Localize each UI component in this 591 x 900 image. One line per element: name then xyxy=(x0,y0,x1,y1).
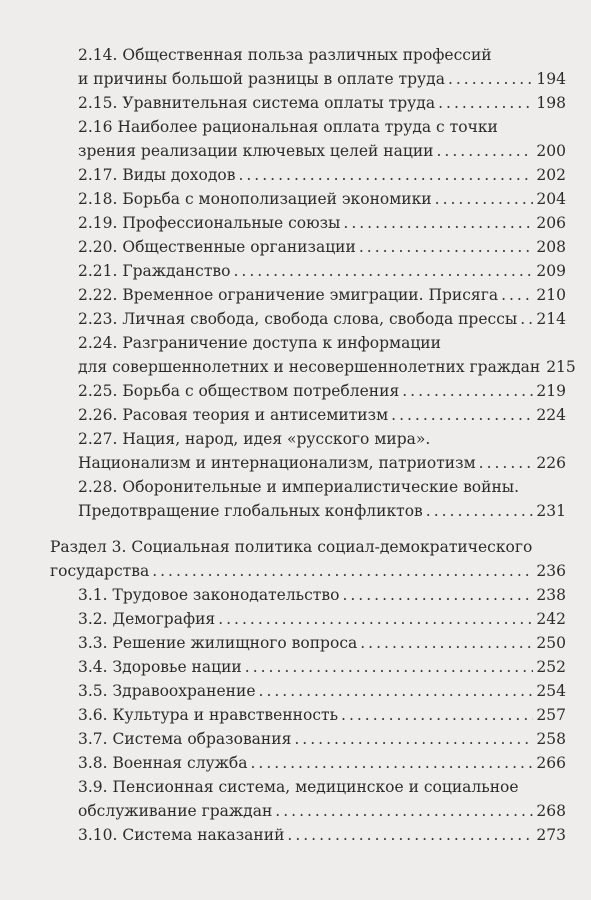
toc-line xyxy=(0,631,591,655)
entry-title: 2.26. Расовая теория и антисемитизм xyxy=(78,406,389,424)
toc-line xyxy=(0,259,591,283)
leader-dots xyxy=(238,163,533,187)
page-number: 258 xyxy=(536,730,566,748)
toc-line xyxy=(0,427,591,451)
leader-dots xyxy=(343,211,533,235)
entry-title: 2.27. Нация, народ, идея «русского мира». xyxy=(78,430,431,448)
toc-line xyxy=(0,475,591,499)
entry-title: 3.4. Здоровье нации xyxy=(78,658,242,676)
entry-title: 2.22. Временное ограничение эмиграции. Присяга xyxy=(78,286,499,304)
toc-line xyxy=(0,751,591,775)
toc-line xyxy=(0,283,591,307)
entry-title: обслуживание граждан xyxy=(78,802,273,820)
page-number: 242 xyxy=(536,610,566,628)
toc-line xyxy=(0,187,591,211)
page-number: 238 xyxy=(536,586,566,604)
toc-line xyxy=(0,655,591,679)
leader-dots xyxy=(436,139,533,163)
toc-line xyxy=(0,379,591,403)
page-number: 266 xyxy=(536,754,566,772)
entry-title: Национализм и интернационализм, патриотизм xyxy=(78,454,476,472)
leader-dots xyxy=(218,607,533,631)
page-number: 194 xyxy=(536,70,566,88)
toc-line xyxy=(0,559,591,583)
page-number: 254 xyxy=(536,682,566,700)
entry-title: 2.21. Гражданство xyxy=(78,262,231,280)
toc-line xyxy=(0,607,591,631)
toc-line xyxy=(0,823,591,847)
page-number: 268 xyxy=(536,802,566,820)
toc-line xyxy=(0,403,591,427)
toc-line xyxy=(0,163,591,187)
leader-dots xyxy=(438,91,533,115)
toc-line xyxy=(0,583,591,607)
page-number: 200 xyxy=(536,142,566,160)
page-number: 198 xyxy=(536,94,566,112)
page-number: 257 xyxy=(536,706,566,724)
leader-dots xyxy=(259,679,534,703)
toc-line xyxy=(0,799,591,823)
leader-dots xyxy=(287,823,533,847)
page-number: 231 xyxy=(536,502,566,520)
entry-title: 3.5. Здравоохранение xyxy=(78,682,256,700)
page-number: 208 xyxy=(536,238,566,256)
entry-title: 2.18. Борьба с монополизацией экономики xyxy=(78,190,432,208)
page-number: 202 xyxy=(536,166,566,184)
leader-dots xyxy=(520,307,533,331)
toc-line xyxy=(0,535,591,559)
entry-title: 2.17. Виды доходов xyxy=(78,166,236,184)
leader-dots xyxy=(245,655,534,679)
entry-title: 2.16 Наиболее рациональная оплата труда с точки xyxy=(78,118,498,136)
page-number: 204 xyxy=(536,190,566,208)
entry-title: 3.1. Трудовое законодательство xyxy=(78,586,340,604)
page-number: 252 xyxy=(536,658,566,676)
toc-line xyxy=(0,703,591,727)
toc-line xyxy=(0,451,591,475)
page-number: 236 xyxy=(536,562,566,580)
entry-title: 3.2. Демография xyxy=(78,610,216,628)
section-title: государства xyxy=(50,562,150,580)
entry-title: 3.9. Пенсионная система, медицинское и социальное xyxy=(78,778,519,796)
entry-title: 2.14. Общественная польза различных профессий xyxy=(78,46,492,64)
toc-line xyxy=(0,727,591,751)
entry-title: 2.28. Оборонительные и империалистические войны. xyxy=(78,478,520,496)
entry-title: 2.24. Разграничение доступа к информации xyxy=(78,334,441,352)
entry-title: 3.7. Система образования xyxy=(78,730,292,748)
entry-title: Предотвращение глобальных конфликтов xyxy=(78,502,423,520)
page-number: 224 xyxy=(536,406,566,424)
entry-title: зрения реализации ключевых целей нации xyxy=(78,142,434,160)
page-number: 273 xyxy=(536,826,566,844)
toc-line xyxy=(0,139,591,163)
leader-dots xyxy=(233,259,533,283)
entry-title: 3.10. Система наказаний xyxy=(78,826,285,844)
leader-dots xyxy=(448,67,533,91)
entry-title: 2.25. Борьба с обществом потребления xyxy=(78,382,400,400)
section-title: Раздел 3. Социальная политика социал-демократического xyxy=(50,538,533,556)
entry-title: 3.8. Военная служба xyxy=(78,754,248,772)
leader-dots xyxy=(341,703,533,727)
toc-line xyxy=(0,91,591,115)
leader-dots xyxy=(402,379,533,403)
entry-title: 3.3. Решение жилищного вопроса xyxy=(78,634,358,652)
page-number: 210 xyxy=(536,286,566,304)
leader-dots xyxy=(360,631,533,655)
leader-dots xyxy=(426,499,534,523)
entry-title: 2.23. Личная свобода, свобода слова, свобода прессы xyxy=(78,310,518,328)
page-number: 206 xyxy=(536,214,566,232)
toc-line xyxy=(0,67,591,91)
leader-dots xyxy=(342,583,533,607)
leader-dots xyxy=(152,559,533,583)
leader-dots xyxy=(251,751,534,775)
leader-dots xyxy=(391,403,533,427)
toc-line xyxy=(0,355,591,379)
page-number: 250 xyxy=(536,634,566,652)
leader-dots xyxy=(359,235,534,259)
toc-line xyxy=(0,43,591,67)
page-number: 215 xyxy=(546,358,576,376)
page-number: 226 xyxy=(536,454,566,472)
entry-title: 2.19. Профессиональные союзы xyxy=(78,214,341,232)
page-number: 219 xyxy=(536,382,566,400)
entry-title: 2.20. Общественные организации xyxy=(78,238,356,256)
toc-line xyxy=(0,235,591,259)
toc-line xyxy=(0,679,591,703)
entry-title: 3.6. Культура и нравственность xyxy=(78,706,339,724)
entry-title: и причины большой разницы в оплате труда xyxy=(78,70,445,88)
toc-line xyxy=(0,331,591,355)
toc-line xyxy=(0,775,591,799)
toc-line xyxy=(0,211,591,235)
leader-dots xyxy=(479,451,534,475)
page-number: 214 xyxy=(536,310,566,328)
toc-line xyxy=(0,115,591,139)
leader-dots xyxy=(501,283,533,307)
leader-dots xyxy=(435,187,534,211)
leader-dots xyxy=(294,727,533,751)
entry-title: для совершеннолетних и несовершеннолетних граждан xyxy=(78,358,541,376)
leader-dots xyxy=(275,799,533,823)
toc-line xyxy=(0,307,591,331)
entry-title: 2.15. Уравнительная система оплаты труда xyxy=(78,94,436,112)
toc-line xyxy=(0,499,591,523)
page-number: 209 xyxy=(536,262,566,280)
